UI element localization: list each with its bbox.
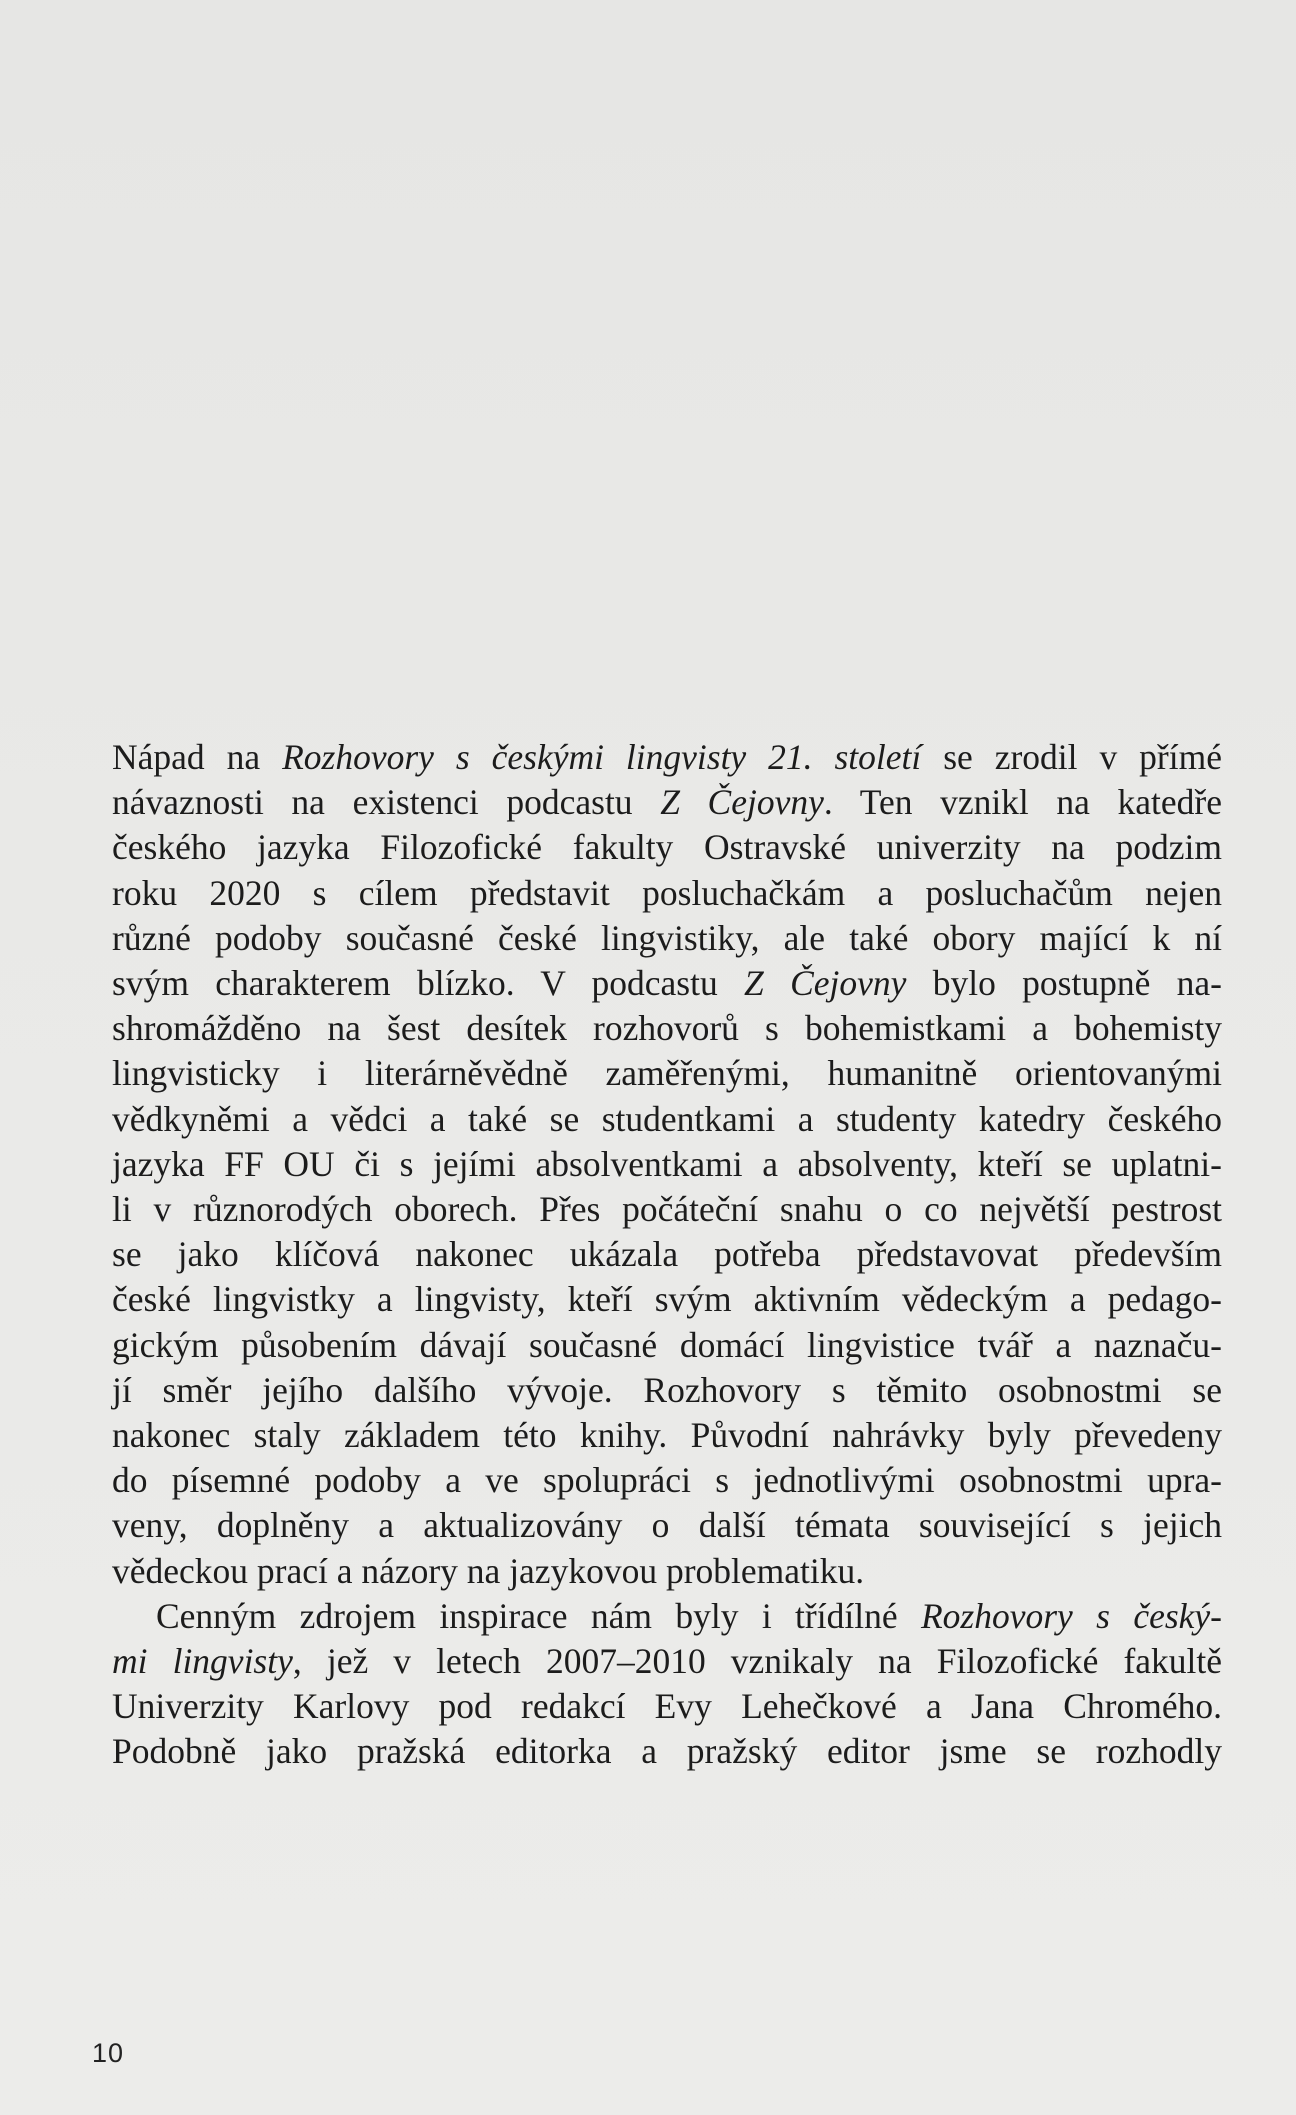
text-line	[112, 1639, 1222, 1684]
italic-title: Z Čejovny	[744, 963, 907, 1004]
text-line	[112, 1503, 1222, 1548]
text-segment: do písemné podoby a ve spolupráci s jednotlivými osobnostmi upra-	[112, 1460, 1222, 1501]
body-text	[112, 735, 1222, 1775]
italic-title: Rozhovory s českými lingvisty 21. století	[282, 737, 922, 777]
text-segment: Cenným zdrojem inspirace nám byly i třídílné	[156, 1595, 921, 1636]
text-line	[112, 871, 1222, 916]
text-segment: . Ten vznikl na katedře	[823, 782, 1223, 823]
text-line	[112, 1051, 1222, 1096]
text-line	[112, 1187, 1222, 1232]
text-segment: veny, doplněny a aktualizovány o další témata související s jejich	[112, 1505, 1222, 1546]
text-segment: Nápad na	[112, 737, 283, 777]
text-line	[112, 1097, 1222, 1142]
text-segment: vědeckou prací a názory na jazykovou problematiku.	[112, 1550, 865, 1591]
text-segment: Univerzity Karlovy pod redakcí Evy Lehečkové a Jana Chromého.	[112, 1686, 1222, 1727]
text-segment: návaznosti na existenci podcastu	[112, 782, 661, 823]
text-segment: českého jazyka Filozofické fakulty Ostravské univerzity na podzim	[112, 827, 1222, 868]
text-line	[112, 1458, 1222, 1503]
text-segment: se zrodil v přímé	[921, 737, 1222, 777]
text-line	[112, 735, 1222, 780]
text-line	[112, 1684, 1222, 1729]
text-segment: gickým působením dávají současné domácí lingvistice tvář a naznaču-	[112, 1324, 1222, 1365]
text-segment: roku 2020 s cílem představit posluchačkám a posluchačům nejen	[112, 872, 1222, 913]
text-segment: se jako klíčová nakonec ukázala potřeba představovat především	[112, 1234, 1222, 1275]
text-segment: jí směr jejího dalšího vývoje. Rozhovory s těmito osobnostmi se	[112, 1369, 1222, 1410]
text-segment: li v různorodých oborech. Přes počáteční snahu o co největší pestrost	[112, 1189, 1222, 1230]
paragraph-1	[112, 735, 1222, 1594]
italic-title: Rozhovory s český-	[920, 1595, 1222, 1636]
text-line	[112, 1594, 1222, 1639]
text-line	[112, 1006, 1222, 1051]
page-number: 10	[92, 2038, 125, 2068]
text-segment: svým charakterem blízko. V podcastu	[112, 963, 745, 1004]
text-line	[112, 1549, 1222, 1594]
text-segment: jazyka FF OU či s jejími absolventkami a absolventy, kteří se uplatni-	[112, 1143, 1222, 1184]
text-segment: Podobně jako pražská editorka a pražský editor jsme se rozhodly	[112, 1731, 1222, 1772]
italic-title: mi lingvisty	[112, 1641, 293, 1682]
text-segment: nakonec staly základem této knihy. Původní nahrávky byly převedeny	[112, 1415, 1222, 1456]
text-line	[112, 1368, 1222, 1413]
text-line	[112, 780, 1222, 825]
italic-title: Z Čejovny	[660, 782, 824, 823]
text-line	[112, 825, 1222, 870]
text-line	[112, 1323, 1222, 1368]
text-line	[112, 1142, 1222, 1187]
text-line	[112, 1277, 1222, 1322]
paragraph-2	[112, 1594, 1222, 1775]
text-segment: lingvisticky i literárněvědně zaměřenými, humanitně orientovanými	[112, 1053, 1222, 1094]
text-segment: shromážděno na šest desítek rozhovorů s bohemistkami a bohemisty	[112, 1008, 1222, 1049]
text-segment: vědkyněmi a vědci a také se studentkami a studenty katedry českého	[112, 1098, 1222, 1139]
text-segment: , jež v letech 2007–2010 vznikaly na Filozofické fakultě	[292, 1641, 1223, 1682]
text-line	[112, 1729, 1222, 1774]
text-line	[112, 916, 1222, 961]
text-line	[112, 1232, 1222, 1277]
text-segment: bylo postupně na-	[906, 963, 1222, 1004]
text-segment: české lingvistky a lingvisty, kteří svým aktivním vědeckým a pedago-	[112, 1279, 1222, 1320]
text-line	[112, 1413, 1222, 1458]
text-segment: různé podoby současné české lingvistiky, ale také obory mající k ní	[112, 917, 1222, 958]
text-line	[112, 961, 1222, 1006]
